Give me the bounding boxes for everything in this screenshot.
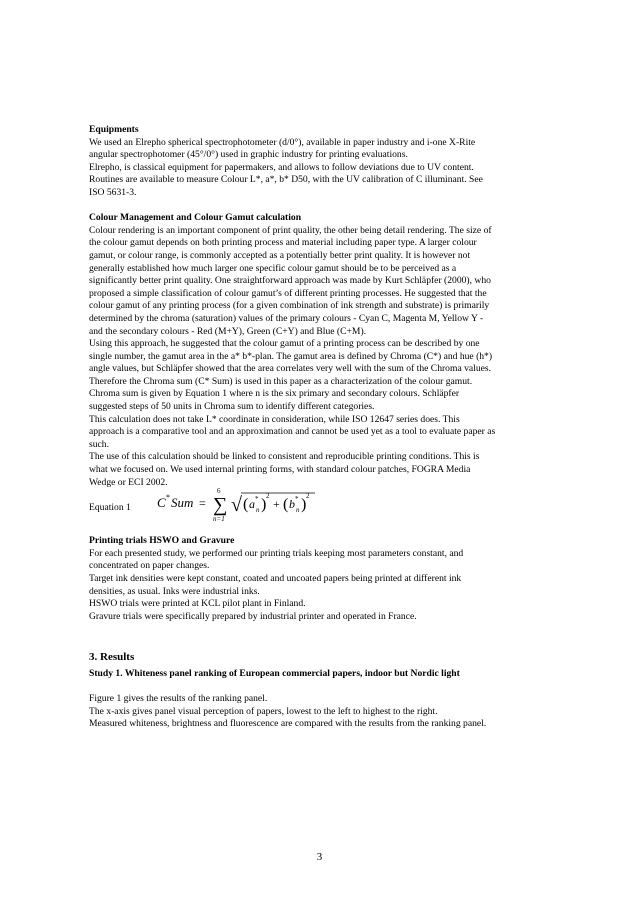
equipments-heading: Equipments	[89, 124, 139, 135]
colour-management-heading: Colour Management and Colour Gamut calculation	[89, 212, 302, 224]
equation-block	[89, 489, 551, 535]
formula-b-star: *	[295, 495, 299, 504]
colour-management-line: This calculation does not take L* coordinate in consideration, while ISO 12647 series does. This	[89, 413, 460, 425]
formula-sigma: ∑	[213, 494, 228, 517]
colour-management-line: proposed a simple classification of colour gamut’s of different printing processes. He suggested that the	[89, 287, 487, 299]
results-line: Figure 1 gives the results of the ranking panel.	[89, 693, 268, 705]
formula-lower: n=1	[213, 515, 225, 524]
colour-management-line: gamut, or colour range, is commonly accepted as a potentially better print quality. It is however not	[89, 249, 471, 261]
formula-b: b	[289, 497, 295, 512]
colour-management-line: Using this approach, he suggested that the colour gamut of a printing process can be described by one	[89, 338, 480, 350]
formula-a: a	[249, 497, 255, 512]
printing-trials-line: For each presented study, we performed our printing trials keeping most parameters constant, and	[89, 547, 464, 559]
colour-management-line: generally established how much larger one specific colour gamut should be to be perceived as a	[89, 262, 457, 274]
colour-management-line: Chroma sum is given by Equation 1 where n is the six primary and secondary colours. Schläpfer	[89, 388, 460, 400]
equipments-line: We used an Elrepho spherical spectrophotometer (d/0°), available in paper industry and i-one X-Rite	[89, 136, 476, 148]
colour-management-line: The use of this calculation should be linked to consistent and reproducible printing conditions. This is	[89, 451, 480, 463]
colour-management-line: approach is a comparative tool and an approximation and cannot be used yet as a tool to evaluate paper as	[89, 426, 496, 438]
colour-management-line: the colour gamut depends on both printing process and material including paper type. A larger colour	[89, 237, 477, 249]
equipments-line: Elrepho, is classical equipment for papermakers, and allows to follow deviations due to UV content.	[89, 161, 474, 173]
colour-management-line: determined by the chroma (saturation) values of the primary colours - Cyan C, Magenta M, Yellow Y -	[89, 312, 484, 324]
chroma-sum-formula	[157, 487, 337, 533]
formula-equals: =	[199, 496, 206, 511]
colour-management-line: colour gamut of any printing process (for a given combination of ink strength and substrate) is primarily	[89, 300, 490, 312]
colour-management-line: Wedge or ECI 2002.	[89, 476, 168, 488]
formula-c-star: *	[166, 493, 170, 503]
results-line: Measured whiteness, brightness and fluorescence are compared with the results from the ranking panel.	[89, 718, 487, 730]
colour-management-line: suggested steps of 50 units in Chroma sum to identify different categories.	[89, 401, 375, 413]
printing-trials-line: HSWO trials were printed at KCL pilot plant in Finland.	[89, 598, 306, 610]
formula-close-paren-a: )	[261, 496, 267, 514]
colour-management-line: single number, the gamut area in the a* b*-plan. The gamut area is defined by Chroma (C*) and hue (h*)	[89, 350, 493, 362]
formula-a-n: n	[256, 506, 260, 515]
formula-b-square: 2	[306, 492, 310, 501]
formula-open-paren-a: (	[243, 496, 249, 514]
formula-plus: +	[273, 497, 280, 512]
colour-management-line: Therefore the Chroma sum (C* Sum) is used in this paper as a characterization of the colour gamut.	[89, 375, 473, 387]
equipments-line: angular spectrophotomer (45°/0°) used in graphic industry for printing evaluations.	[89, 149, 408, 161]
formula-sqrt: √	[231, 494, 242, 517]
colour-management-line: such.	[89, 438, 109, 450]
colour-management-line: what we focused on. We used internal printing forms, with standard colour patches, FOGRA Media	[89, 464, 471, 476]
colour-management-line: angle values, but Schläpfer showed that the area correlates very well with the sum of the Chroma values.	[89, 363, 492, 375]
formula-open-paren-b: (	[283, 496, 289, 514]
formula-sum: Sum	[171, 495, 194, 511]
printing-trials-line: concentrated on paper changes.	[89, 560, 210, 572]
document-body	[89, 124, 551, 731]
formula-a-star: *	[255, 495, 259, 504]
formula-upper: 6	[217, 487, 221, 496]
results-line: The x-axis gives panel visual perception of papers, lowest to the left to highest to the right.	[89, 705, 438, 717]
printing-trials-heading: Printing trials HSWO and Gravure	[89, 535, 235, 547]
colour-management-line: and the secondary colours - Red (M+Y), Green (C+Y) and Blue (C+M).	[89, 325, 367, 337]
study-heading: Study 1. Whiteness panel ranking of European commercial papers, indoor but Nordic light	[89, 667, 460, 679]
printing-trials-line: densities, as usual. Inks were industrial inks.	[89, 585, 260, 597]
formula-c: C	[157, 495, 166, 511]
equipments-line: Routines are available to measure Colour L*, a*, b* D50, with the UV calibration of C illuminant. See	[89, 174, 483, 186]
formula-close-paren-b: )	[301, 496, 307, 514]
colour-management-line: Colour rendering is an important component of print quality, the other being detail rendering. The size of	[89, 224, 492, 236]
colour-management-line: significantly better print quality. One straightforward approach was made by Kurt Schläpfer (2000), who	[89, 275, 491, 287]
equipments-line: ISO 5631-3.	[89, 186, 137, 198]
printing-trials-line: Target ink densities were kept constant, coated and uncoated papers being printed at different ink	[89, 573, 462, 584]
page-number: 3	[316, 851, 323, 863]
printing-trials-line: Gravure trials were specifically prepared by industrial printer and operated in France.	[89, 610, 417, 622]
formula-b-n: n	[296, 506, 300, 515]
formula-a-square: 2	[266, 492, 270, 501]
results-heading: 3. Results	[89, 650, 135, 663]
equation-label: Equation 1	[89, 502, 131, 514]
